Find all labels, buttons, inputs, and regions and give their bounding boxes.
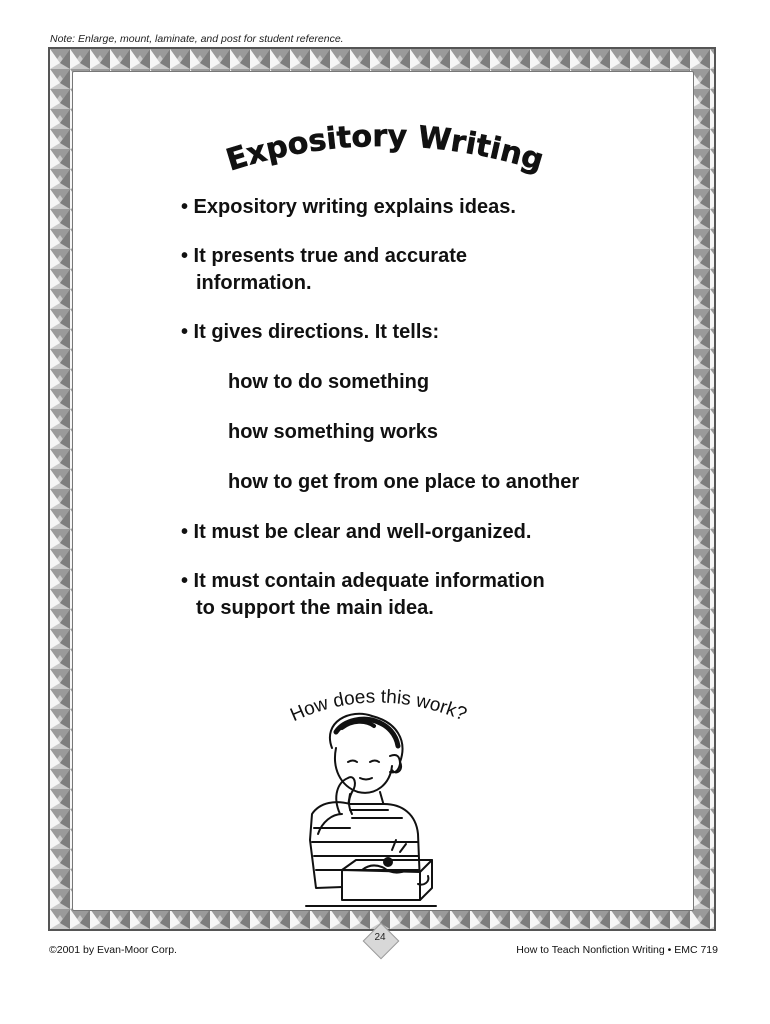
bullet-text: • It gives directions. It tells: [181, 321, 440, 343]
bullet-list [181, 194, 661, 644]
page-note: Note: Enlarge, mount, laminate, and post for student reference. [50, 33, 344, 45]
page-number: 24 [374, 932, 386, 943]
bullet-text: • Expository writing explains ideas. [181, 196, 516, 218]
title-arc [203, 118, 573, 188]
list-item [181, 568, 661, 622]
list-item [181, 319, 661, 346]
publication-info: How to Teach Nonfiction Writing • EMC 719 [516, 944, 718, 956]
page-number-badge [360, 920, 400, 960]
list-item [181, 519, 661, 546]
sub-item: how to do something [228, 371, 430, 393]
bullet-text: • It must be clear and well-organized. [181, 521, 532, 543]
sub-item: how to get from one place to another [228, 471, 580, 493]
bullet-text-cont: to support the main idea. [196, 597, 434, 619]
copyright: ©2001 by Evan-Moor Corp. [49, 944, 177, 956]
list-item [181, 194, 661, 221]
bullet-text: • It presents true and accurate [181, 245, 467, 267]
sub-item: how something works [228, 421, 439, 443]
bullet-text: • It must contain adequate information [181, 570, 545, 592]
list-item [181, 243, 661, 297]
illustration-caption: How does this work? [287, 686, 470, 727]
page-title: Expository Writing [222, 118, 548, 179]
bullet-text-cont: information. [196, 272, 312, 294]
thinking-child-illustration [292, 710, 442, 910]
